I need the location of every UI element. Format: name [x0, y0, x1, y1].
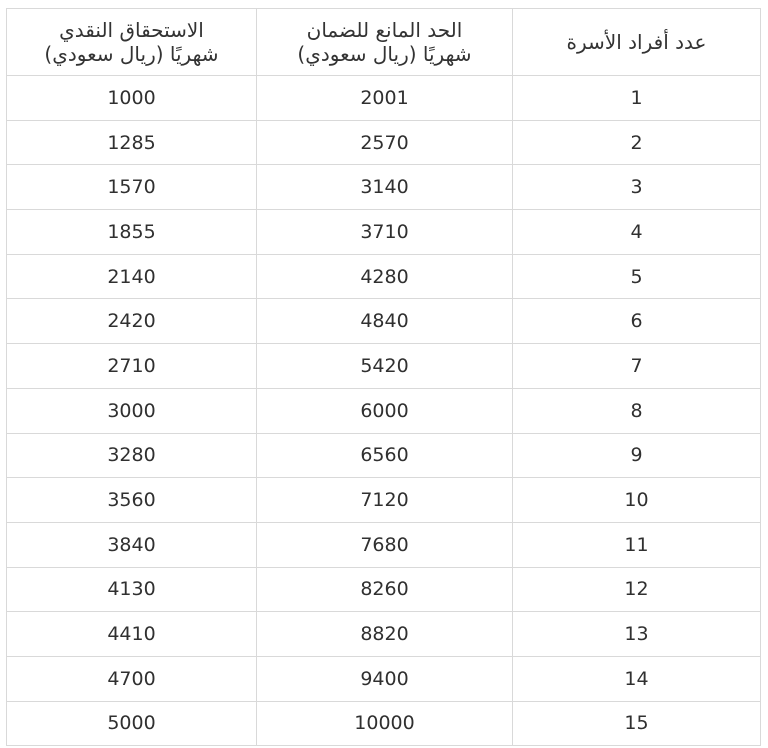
cell-cash-entitlement: 3840: [7, 522, 257, 567]
cell-limit: 2570: [257, 120, 513, 165]
table-row: [7, 165, 761, 210]
cell-family-members: 1: [513, 76, 761, 121]
cell-cash-entitlement: 1285: [7, 120, 257, 165]
table-body: [7, 76, 761, 746]
cell-family-members: 6: [513, 299, 761, 344]
table-header-row: [7, 9, 761, 76]
table-row: [7, 299, 761, 344]
table-row: [7, 701, 761, 746]
header-cash-line2: شهريًا (ريال سعودي): [44, 42, 219, 66]
cell-family-members: 7: [513, 344, 761, 389]
cell-limit: 7120: [257, 478, 513, 523]
header-limit: [257, 9, 513, 76]
cell-limit: 3710: [257, 210, 513, 255]
cell-cash-entitlement: 4130: [7, 567, 257, 612]
cell-family-members: 4: [513, 210, 761, 255]
table-row: [7, 120, 761, 165]
cell-limit: 4280: [257, 254, 513, 299]
table-row: [7, 433, 761, 478]
table-row: [7, 567, 761, 612]
table-row: [7, 656, 761, 701]
cell-cash-entitlement: 2140: [7, 254, 257, 299]
table-row: [7, 478, 761, 523]
cell-family-members: 14: [513, 656, 761, 701]
cell-cash-entitlement: 1570: [7, 165, 257, 210]
cell-limit: 4840: [257, 299, 513, 344]
cell-cash-entitlement: 1000: [7, 76, 257, 121]
table-row: [7, 344, 761, 389]
cell-limit: 6000: [257, 388, 513, 433]
cell-cash-entitlement: 3560: [7, 478, 257, 523]
cell-family-members: 10: [513, 478, 761, 523]
cell-cash-entitlement: 2710: [7, 344, 257, 389]
cell-family-members: 15: [513, 701, 761, 746]
table-container: [6, 8, 760, 746]
cell-family-members: 2: [513, 120, 761, 165]
table-row: [7, 76, 761, 121]
cell-cash-entitlement: 4700: [7, 656, 257, 701]
cell-cash-entitlement: 3280: [7, 433, 257, 478]
cell-family-members: 8: [513, 388, 761, 433]
cell-family-members: 3: [513, 165, 761, 210]
table-row: [7, 210, 761, 255]
table-row: [7, 388, 761, 433]
table-row: [7, 612, 761, 657]
cell-limit: 8260: [257, 567, 513, 612]
cell-limit: 2001: [257, 76, 513, 121]
cell-family-members: 13: [513, 612, 761, 657]
cell-limit: 5420: [257, 344, 513, 389]
cell-family-members: 9: [513, 433, 761, 478]
header-cash-line1: الاستحقاق النقدي: [59, 18, 204, 42]
cell-cash-entitlement: 3000: [7, 388, 257, 433]
header-family-members: [513, 9, 761, 76]
table-row: [7, 522, 761, 567]
header-members-line1: عدد أفراد الأسرة: [566, 30, 707, 54]
table-row: [7, 254, 761, 299]
cell-family-members: 11: [513, 522, 761, 567]
header-cash-entitlement: [7, 9, 257, 76]
cell-limit: 10000: [257, 701, 513, 746]
support-table: [6, 8, 761, 746]
header-limit-line1: الحد المانع للضمان: [306, 18, 463, 42]
cell-limit: 9400: [257, 656, 513, 701]
cell-family-members: 5: [513, 254, 761, 299]
header-limit-line2: شهريًا (ريال سعودي): [297, 42, 472, 66]
cell-limit: 8820: [257, 612, 513, 657]
cell-cash-entitlement: 2420: [7, 299, 257, 344]
cell-cash-entitlement: 1855: [7, 210, 257, 255]
cell-cash-entitlement: 4410: [7, 612, 257, 657]
cell-cash-entitlement: 5000: [7, 701, 257, 746]
cell-limit: 6560: [257, 433, 513, 478]
cell-limit: 3140: [257, 165, 513, 210]
cell-family-members: 12: [513, 567, 761, 612]
cell-limit: 7680: [257, 522, 513, 567]
